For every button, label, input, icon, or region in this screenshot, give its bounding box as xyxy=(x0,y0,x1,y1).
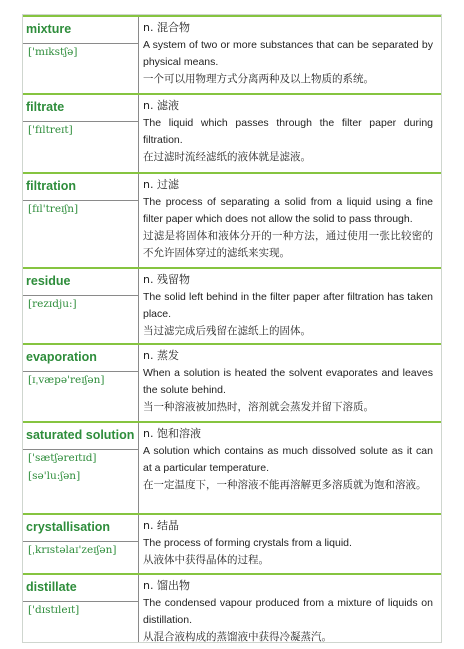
part-of-speech-chinese: n. 过滤 xyxy=(143,178,179,191)
part-of-speech-chinese: n. 饱和溶液 xyxy=(143,427,201,440)
term-cell xyxy=(23,269,138,343)
glossary-row xyxy=(23,15,441,93)
definition-chinese: 当过滤完成后残留在滤纸上的固体。 xyxy=(143,325,311,337)
term-divider xyxy=(23,541,138,542)
term-phonetic: ['sætʃəreɪtɪd] xyxy=(28,452,97,464)
definition-chinese: 一个可以用物理方式分离两种及以上物质的系统。 xyxy=(143,73,374,85)
definition-cell xyxy=(138,345,441,421)
term-divider xyxy=(23,43,138,44)
part-of-speech-chinese: n. 馏出物 xyxy=(143,579,190,592)
part-of-speech-chinese: n. 结晶 xyxy=(143,519,179,532)
term-divider xyxy=(23,449,138,450)
term-word: distillate xyxy=(26,580,77,594)
term-cell xyxy=(23,345,138,421)
part-of-speech-chinese: n. 混合物 xyxy=(143,21,190,34)
definition-cell xyxy=(138,17,441,93)
term-word: filtrate xyxy=(26,100,65,114)
term-divider xyxy=(23,121,138,122)
part-of-speech-chinese: n. 滤液 xyxy=(143,99,179,112)
definition-cell xyxy=(138,515,441,573)
definition-english: The solid left behind in the filter paper after filtration has taken place. xyxy=(143,291,433,320)
definition-english: A system of two or more substances that can be separated by physical means. xyxy=(143,39,433,68)
glossary-row xyxy=(23,421,441,513)
definition-chinese: 在过滤时流经滤纸的液体就是滤液。 xyxy=(143,151,311,163)
term-cell xyxy=(23,423,138,513)
term-phonetic: ['fɪltreɪt] xyxy=(28,124,73,136)
term-phonetic: ['dɪstɪleɪt] xyxy=(28,604,80,616)
term-phonetic: [rezɪdju:] xyxy=(28,298,77,310)
glossary-row xyxy=(23,93,441,172)
term-word: mixture xyxy=(26,22,72,36)
definition-cell xyxy=(138,174,441,267)
term-divider xyxy=(23,601,138,602)
term-word: residue xyxy=(26,274,71,288)
definition-english: The condensed vapour produced from a mixture of liquids on distillation. xyxy=(143,597,433,626)
term-word: evaporation xyxy=(26,350,97,364)
term-cell xyxy=(23,575,138,642)
term-phonetic: [fɪl'treɪʃn] xyxy=(28,203,79,215)
glossary-row xyxy=(23,267,441,343)
definition-english: The process of forming crystals from a liquid. xyxy=(143,537,352,549)
glossary-row xyxy=(23,573,441,642)
definition-chinese: 从液体中获得晶体的过程。 xyxy=(143,554,269,566)
definition-chinese: 从混合液构成的蒸馏液中获得冷凝蒸汽。 xyxy=(143,631,332,643)
definition-chinese: 过滤是将固体和液体分开的一种方法，通过使用一张比较密的不允许固体穿过的滤纸来实现。 xyxy=(143,230,433,259)
glossary-row xyxy=(23,172,441,267)
term-divider xyxy=(23,200,138,201)
definition-cell xyxy=(138,423,441,513)
definition-english: The liquid which passes through the filter paper during filtration. xyxy=(143,117,433,146)
definition-cell xyxy=(138,575,441,642)
term-cell xyxy=(23,17,138,93)
term-cell xyxy=(23,95,138,172)
definition-chinese: 当一种溶液被加热时，溶剂就会蒸发并留下溶质。 xyxy=(143,401,374,413)
term-cell xyxy=(23,174,138,267)
definition-chinese: 在一定温度下，一种溶液不能再溶解更多溶质就为饱和溶液。 xyxy=(143,479,427,491)
term-phonetic: ['mɪkstʃə] xyxy=(28,46,78,58)
term-cell xyxy=(23,515,138,573)
term-phonetic: [sə'lu:ʃən] xyxy=(28,470,81,482)
term-divider xyxy=(23,295,138,296)
part-of-speech-chinese: n. 蒸发 xyxy=(143,349,179,362)
term-phonetic: [ɪˌvæpə'reɪʃən] xyxy=(28,374,105,386)
term-word: filtration xyxy=(26,179,76,193)
definition-cell xyxy=(138,95,441,172)
part-of-speech-chinese: n. 残留物 xyxy=(143,273,190,286)
term-word: saturated solution xyxy=(26,428,135,442)
definition-english: A solution which contains as much dissolved solute as it can at a particular temperature. xyxy=(143,445,433,474)
glossary-row xyxy=(23,343,441,421)
definition-english: The process of separating a solid from a liquid using a fine filter paper which does not allow the solid to pass through. xyxy=(143,196,433,225)
glossary-row xyxy=(23,513,441,573)
definition-english: When a solution is heated the solvent evaporates and leaves the solute behind. xyxy=(143,367,433,396)
glossary-table xyxy=(22,14,442,643)
term-divider xyxy=(23,371,138,372)
term-word: crystallisation xyxy=(26,520,111,534)
definition-cell xyxy=(138,269,441,343)
term-phonetic: [ˌkrɪstəlaɪ'zeɪʃən] xyxy=(28,544,117,556)
